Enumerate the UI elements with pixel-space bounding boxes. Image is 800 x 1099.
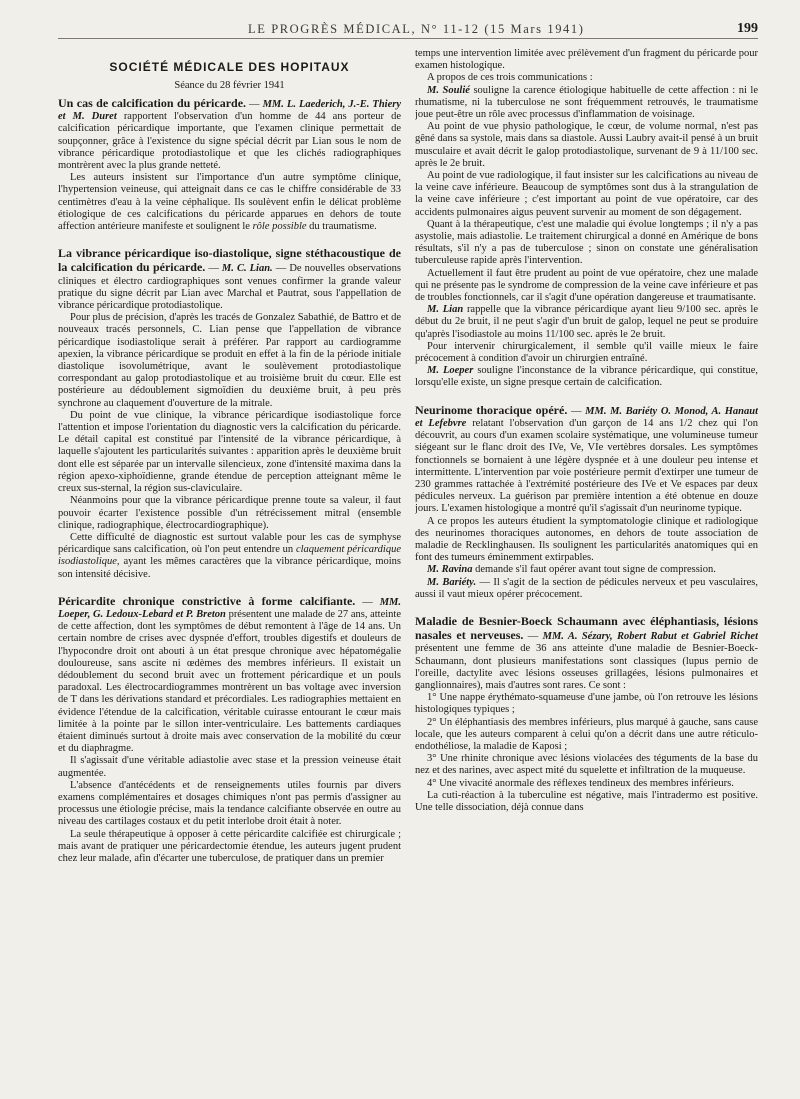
paragraph: temps une intervention limitée avec prélèvement d'un fragment du péricarde pour examen histologique. <box>415 48 758 72</box>
paragraph: Quant à la thérapeutique, c'est une maladie qui évolue longtemps ; il n'y a pas asystolie, mais adiastolie. Le traitement chirurgical a donné en Amérique de bons résultats, s'il n'y a pas de tuberculose ; sinon on constate une généralisation tuberculeuse rapide après l'intervention. <box>415 218 758 267</box>
article-vibrance: La vibrance péricardique iso-diastolique, signe stéthacoustique de la calcification du péricarde. — M. C. Lian. — De nouvelles observations cliniques et électro cardiographiques sont venues confirmer la grande valeur pratique du signe décrit par Lian avec Marchal et Pautrat, sous l'appellation de vibrance péricardique protodiastolique. <box>58 246 401 312</box>
paragraph: A ce propos les auteurs étudient la symptomatologie clinique et radiologique des neurinomes thoraciques autonomes, en dehors de toute association de maladie de Recklinghausen. Ils soulignent les particularités anatomiques qui en font des tumeurs éminemment extirpables. <box>415 515 758 564</box>
speaker-name: M. Bariéty. <box>427 576 477 588</box>
running-head <box>58 20 758 39</box>
paragraph <box>415 85 758 122</box>
paragraph-text: ayant les mêmes caractères que la vibrance péricardique, moins son intensité décisive. <box>58 556 401 580</box>
emphasis-text: claquement péricardique isodiastolique, <box>58 544 401 568</box>
article-besnier-boeck: Maladie de Besnier-Boeck Schaumann avec éléphantiasis, lésions nasales et nerveuses. — MM. A. Sézary, Robert Rabut et Gabriel Richet présentent une femme de 36 ans atteinte d'une maladie de Besnier-Boeck-Schaumann, dont plusieurs manifestations sont classiques (lupus pernio de l'oreille, dactylite avec lésions osseuses grillagées, lésions pulmonaires et ganglionnaires), mais d'autres sont rares. Ce sont : <box>415 613 758 691</box>
emphasis-text: rôle possible <box>252 221 307 233</box>
session-date: Séance du 28 février 1941 <box>174 80 285 91</box>
article-text: — De nouvelles observations cliniques et électro cardiographiques sont venues confirmer la grande valeur pratique du signe décrit par Lian avec Marchal et Pautrat, sous l'appellation de vibrance péricardique protodiastolique. <box>58 263 401 312</box>
article-text: relatant l'observation d'un garçon de 14 ans 1/2 chez qui l'on découvrit, au cours d'un examen scolaire systématique, une volumineuse tumeur siégeant sur le flanc droit des IVe, Ve, VIe vertèbres dorsales. Les symptômes fonctionnels se bornaient à une légère dyspnée et à une douleur peu intense et intermittente. L'intervention par voie postérieure permit d'extirper une tumeur de 230 grammes rattachée à l'extrémité postérieure des IVe et Ve espaces par deux pédicules nerveux. La guérison par première intention a été obtenue en douze jours. L'examen histologique a montré qu'il s'agissait d'un neurinome typique. <box>415 417 758 515</box>
left-column <box>58 48 401 1081</box>
section-title: SOCIÉTÉ MÉDICALE DES HOPITAUX <box>109 60 350 74</box>
paragraph <box>58 172 401 233</box>
article-authors: MM. L. Laederich, J.-E. Thiery et M. Duret <box>58 99 401 123</box>
article-authors: M. C. Lian. <box>221 263 273 275</box>
page-number: 199 <box>737 21 758 36</box>
paragraph <box>415 577 758 601</box>
paragraph-text: souligne la carence étiologique habituelle de cette affection : ni le rhumatisme, ni la tuberculose ne sont fréquemment retrouvés, le traumatisme joue peut-être un rôle avec processus d'inflammation de voisinage. <box>415 84 758 121</box>
article-text: rapportent l'observation d'un homme de 44 ans porteur de calcification péricardique importante, que l'examen clinique permettait de soupçonner, grâce à l'existence du signe spécial décrit par Lian sous le nom de vibrance péricardique protodiastolique et que les clichés radiographiques montrèrent avec la plus grande netteté. <box>58 111 401 172</box>
paragraph: Pour intervenir chirurgicalement, il semble qu'il vaille mieux le faire précocement à condition d'avoir un chirurgien entraîné. <box>415 340 758 365</box>
article-neurinome: Neurinome thoracique opéré. — MM. M. Bariéty O. Monod, A. Hanaut et Lefebvre relatant l'observation d'un garçon de 14 ans 1/2 chez qui l'on découvrit, au cours d'un examen scolaire systématique, une volumineuse tumeur siégeant sur le flanc droit des IVe, Ve, VIe vertèbres dorsales. Les symptômes fonctionnels se bornaient à une légère dyspnée et à une douleur peu intense et intermittente. L'intervention par voie postérieure permit d'extirper une tumeur de 230 grammes rattachée à l'extrémité postérieure des IVe et Ve espaces par deux pédicules nerveux. La guérison par première intention a été obtenue en douze jours. L'examen histologique a montré qu'il s'agissait d'un neurinome typique. <box>415 402 758 515</box>
article-title: Maladie de Besnier-Boeck Schaumann avec éléphantiasis, lésions nasales et nerveuses. <box>415 613 758 643</box>
speaker-name: M. Loeper <box>427 365 474 377</box>
paragraph: Actuellement il faut être prudent au point de vue opératoire, chez une malade qui ne présente pas le syndrome de compression de la veine cave inférieure et pas de troubles fonctionnels, car il s'agit d'une opération dangereuse et traumatisante. <box>415 267 758 304</box>
paragraph-text: du traumatisme. <box>309 221 377 233</box>
article-authors: MM. A. Sézary, Robert Rabut et Gabriel Richet <box>542 631 758 643</box>
list-item: 4° Une vivacité anormale des réflexes tendineux des membres inférieurs. <box>427 777 734 789</box>
paragraph: Du point de vue clinique, la vibrance péricardique isodiastolique force l'attention et impose l'orientation du diagnostic vers la calcification du péricarde. Le détail capital est constitué par l'intensité de la vibrance péricardique, à laquelle s'ajoutent les particularités suivantes : apparition après le deuxième bruit dont elle est séparée par un intervalle silencieux, zone d'intensité maxima dans la région apexo-xiphoïdienne, grande étendue de perception atteignant même le creux sus-sternal, la région sus-claviculaire. <box>58 409 401 495</box>
paragraph: Néanmoins pour que la vibrance péricardique prenne toute sa valeur, il faut pouvoir écarter l'existence possible d'un rétrécissement mitral (ensemble clinique, radiographique, électrocardiographique). <box>58 495 401 531</box>
paragraph <box>415 564 758 576</box>
paragraph <box>415 365 758 389</box>
paragraph: Il s'agissait d'une véritable adiastolie avec stase et la pression veineuse était augmentée. <box>58 755 401 779</box>
paragraph: Au point de vue radiologique, il faut insister sur les calcifications au niveau de la veine cave inférieure. Beaucoup de symptômes sont dus à la strangulation de la veine cave inférieure ; c'est important au point de vue opératoire, car des accidents pulmonaires aigus peuvent survenir au moment de son dégagement. <box>415 170 758 218</box>
list-item: 2° Un éléphantiasis des membres inférieurs, plus marqué à gauche, sans cause locale, que les auteurs comparent à celui qu'on a décrit dans une autre réticulo-endothéliose, la maladie de Kaposi ; <box>415 716 758 752</box>
article-pericardite: Péricardite chronique constrictive à forme calcifiante. — MM. Loeper, G. Ledoux-Lebard et P. Breton présentent une malade de 27 ans, atteinte de cette affection, dont les symptômes de début remontent à l'âge de 14 ans. Un certain nombre de crises avec dyspnée d'effort, troubles digestifs et douleurs de l'hypocondre droit ont abouti à un état presque chronique avec hépatomégalie douloureuse, sans ascite ni œdèmes des membres inférieurs. Il existait un dédoublement du second bruit avec un frottement péricardique et un pouls paradoxal. Les électrocardiogrammes montrèrent un bas voltage avec inversion de T dans les dérivations standard et précordiales. Les radiographies mettaient en évidence l'étendue de la calcification, véritable cuirasse entourant le cœur mais limitée à la pointe par le sillon inter-ventriculaire. Les battements cardiaques étaient diminués surtout à droite mais avec conservation de la mobilité du cœur et du diaphragme. <box>58 593 401 755</box>
paragraph: Au point de vue physio pathologique, le cœur, de volume normal, n'est pas gêné dans sa systole, mais dans sa diastole. Aussi Laubry avait-il pensé à un bruit musculaire et avait décrit le galop protodiastolique, survenant de 9 à 11/100 sec. après le 2e bruit. <box>415 121 758 169</box>
right-column <box>415 48 758 1081</box>
article-text: présentent une malade de 27 ans, atteinte de cette affection, dont les symptômes de début remontent à l'âge de 14 ans. Un certain nombre de crises avec dyspnée d'effort, troubles digestifs et douleurs de l'hypocondre droit ont abouti à un état presque chronique avec hépatomégalie douloureuse, sans ascite ni œdèmes des membres inférieurs. Il existait un dédoublement du second bruit avec un frottement péricardique et un pouls paradoxal. Les électrocardiogrammes montrèrent un bas voltage avec inversion de T dans les dérivations standard et précordiales. Les radiographies mettaient en évidence l'étendue de la calcification, véritable cuirasse entourant le cœur mais limitée à la pointe par le sillon inter-ventriculaire. Les battements cardiaques étaient diminués surtout à droite mais avec conservation de la mobilité du cœur et du diaphragme. <box>58 608 401 755</box>
article-calcification: Un cas de calcification du péricarde. — MM. L. Laederich, J.-E. Thiery et M. Duret rapportent l'observation d'un homme de 44 ans porteur de calcification péricardique importante, que l'examen clinique permettait de soupçonner, grâce à l'existence du signe spécial décrit par Lian sous le nom de vibrance péricardique protodiastolique et que les clichés radiographiques montrèrent avec la plus grande netteté. <box>58 96 401 172</box>
article-title: La vibrance péricardique iso-diastolique, signe stéthacoustique de la calcification du péricarde. <box>58 246 401 275</box>
paragraph-text: souligne l'inconstance de la vibrance péricardique, qui constitue, lorsqu'elle existe, un signe presque certain de calcification. <box>415 365 758 389</box>
paragraph-text: rappelle que la vibrance péricardique ayant lieu 9/100 sec. après le début du 2e bruit, il ne peut s'agir d'un bruit de galop, lequel ne peut se produire qu'après l'isodiastole au moins 11/100 sec. après le 2e bruit. <box>415 304 758 340</box>
paragraph <box>415 304 758 341</box>
speaker-name: M. Soulié <box>427 84 470 96</box>
journal-title: LE PROGRÈS MÉDICAL, N° 11-12 (15 Mars 1941) <box>248 22 585 36</box>
paragraph-text: Cette difficulté de diagnostic est surtout valable pour les cas de symphyse péricardique sans calcification, où l'on peut entendre un <box>58 531 401 556</box>
paragraph-text: demande s'il faut opérer avant tout signe de compression. <box>475 564 716 576</box>
speaker-name: M. Ravina <box>427 564 473 576</box>
paragraph: A propos de ces trois communications : <box>427 72 593 84</box>
paragraph: La seule thérapeutique à opposer à cette péricardite calcifiée est chirurgicale ; mais avant de pratiquer une péricardectomie étendue, les auteurs jugent prudent chez leur malade, afin d'écarter une tuberculose, de pratiquer dans un premier <box>58 828 401 864</box>
article-authors: MM. M. Bariéty O. Monod, A. Hanaut et Lefebvre <box>415 405 758 429</box>
article-title: Un cas de calcification du péricarde. <box>58 96 247 110</box>
article-text: présentent une femme de 36 ans atteinte d'une maladie de Besnier-Boeck-Schaumann, dont plusieurs manifestations sont classiques (lupus pernio de l'oreille, dactylite avec lésions osseuses grillagées, lésions pulmonaires et ganglionnaires), mais d'autres sont rares. Ce sont : <box>415 643 758 691</box>
two-column-body <box>58 48 758 1081</box>
paragraph <box>58 532 401 581</box>
paragraph: L'absence d'antécédents et de renseignements utiles fournis par divers examens complémentaires et dosages chimiques n'ont pas permis d'assigner au processus une étiologie précise, mais la tendance calcifiante observée en outre au niveau des cartilages costaux et du petit interlobe droit était à noter. <box>58 779 401 828</box>
list-item: 3° Une rhinite chronique avec lésions violacées des téguments de la base du nez et des narines, avec aspect mité du squelette et infiltration de la muqueuse. <box>415 753 758 777</box>
paragraph-text: — Il s'agit de la section de pédicules nerveux et peu vasculaires, aussi il vaut mieux opérer précocement. <box>415 576 758 600</box>
article-authors: MM. Loeper, G. Ledoux-Lebard et P. Breton <box>58 596 401 620</box>
article-title: Péricardite chronique constrictive à forme calcifiante. <box>58 593 356 608</box>
paragraph-text: Les auteurs insistent sur l'importance d'un autre symptôme clinique, l'hypertension veineuse, qui atteignait dans ce cas le chiffre considérable de 33 centimètres d'eau à la veine céphalique. Ils soulèvent enfin le délicat problème étiologique de ces calcifications du péricarde apparues en dehors de toute affection antérieure manifeste et soulignent le <box>58 172 401 233</box>
paragraph: La cuti-réaction à la tuberculine est négative, mais l'intradermo est positive. Une telle dissociation, déjà connue dans <box>415 789 758 813</box>
article-title: Neurinome thoracique opéré. <box>415 402 568 417</box>
speaker-name: M. Lian <box>427 304 464 316</box>
paragraph: Pour plus de précision, d'après les tracés de Gonzalez Sabathié, de Battro et de nouveaux tracés personnels, C. Lian pense que l'appellation de vibrance péricardique isodiastolique serait à préférer. Par rapport au cardiogramme apexien, la vibrance péricardique se produit en effet à la fin de la période initiale diastolique isovolumétrique, avant le soulèvement protodiastolique correspondant au galop protodiastolique et au troisième bruit du cœur. Elle est postérieure au dédoublement sigmoïdien du deuxième bruit, à peu près synchrone au claquement d'ouverture de la mitrale. <box>58 312 401 409</box>
list-item: 1° Une nappe érythémato-squameuse d'une jambe, où l'on retrouve les lésions histologiques typiques ; <box>415 692 758 716</box>
